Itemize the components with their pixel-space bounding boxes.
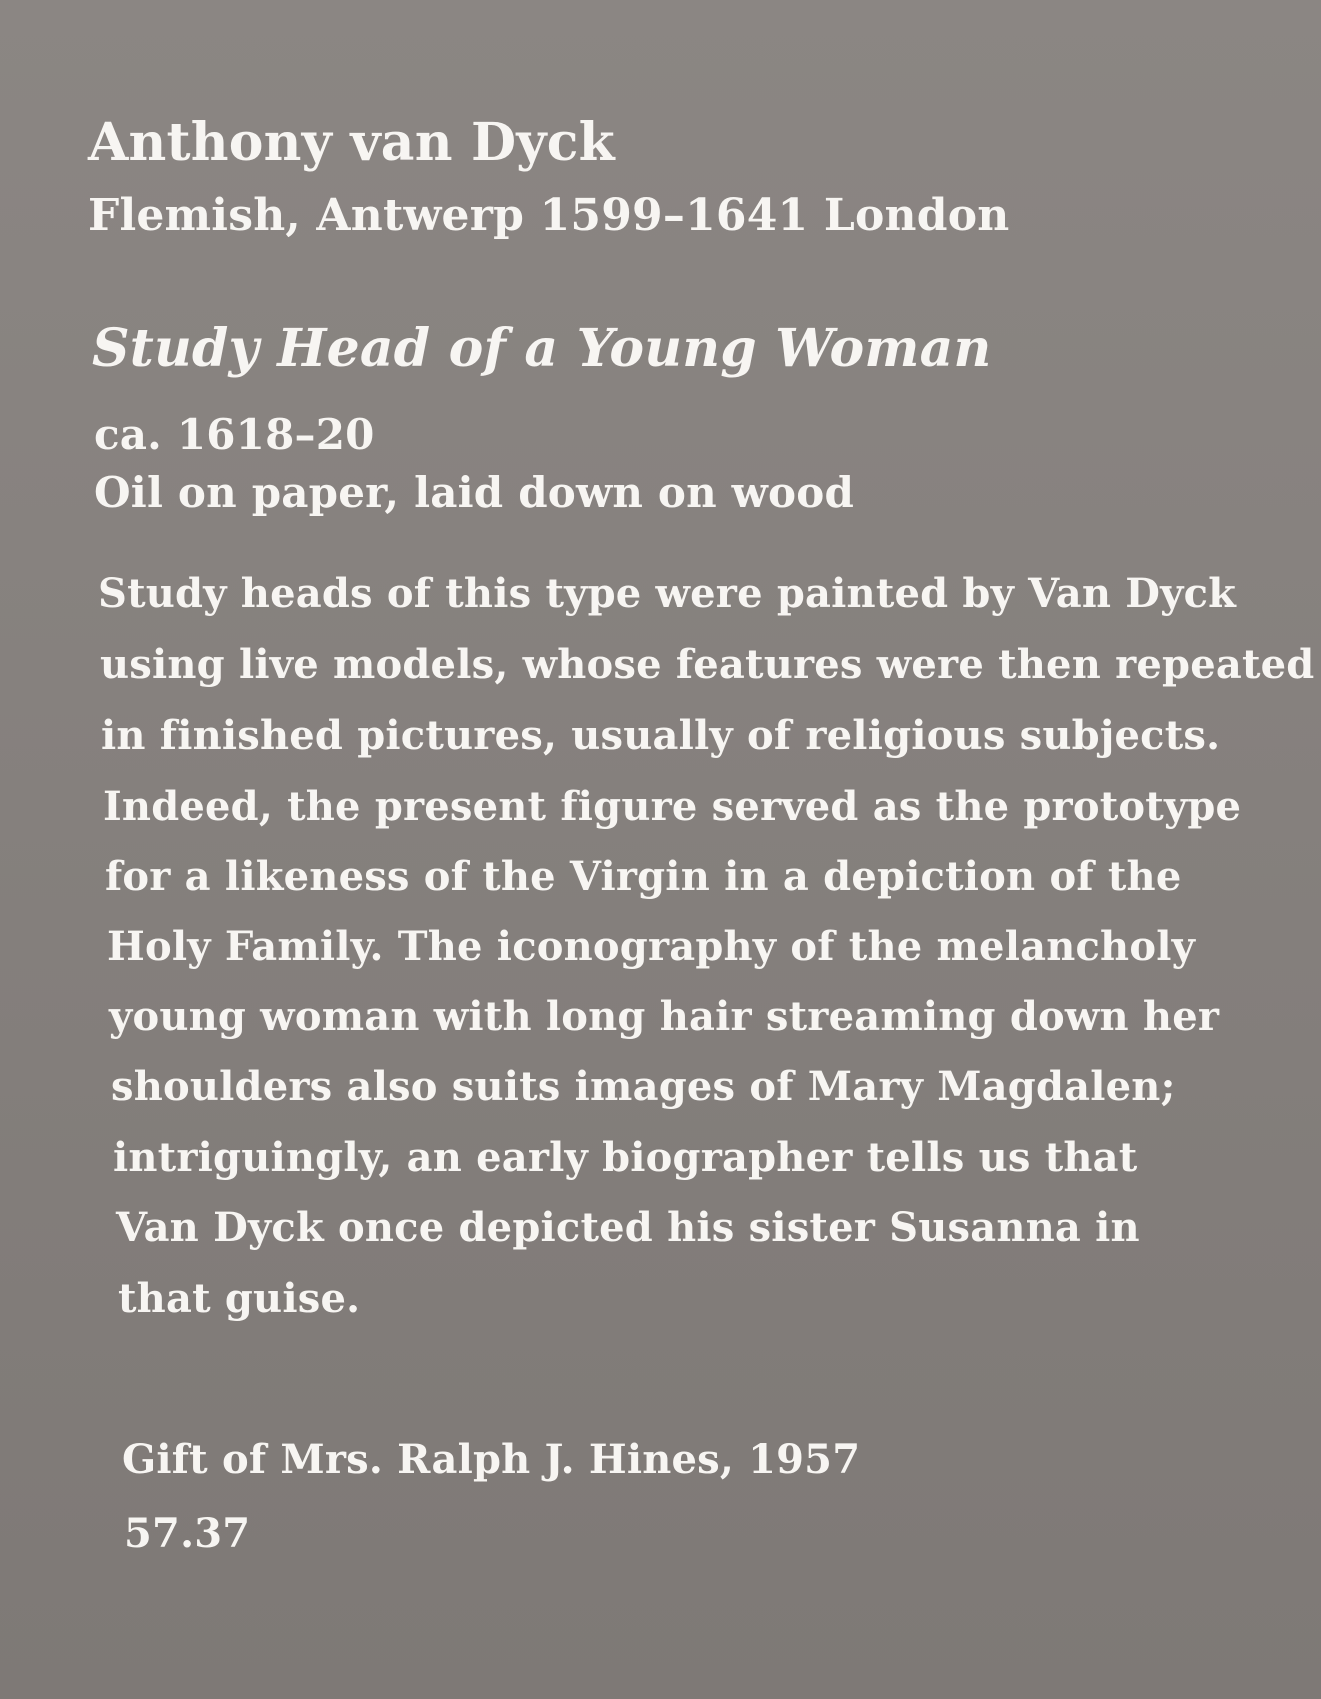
artwork-date: ca. 1618–20 [94,410,375,459]
accession-number: 57.37 [124,1510,251,1557]
credit-line: Gift of Mrs. Ralph J. Hines, 1957 [122,1436,861,1483]
description-line: Van Dyck once depicted his sister Susanna in [116,1204,1140,1251]
description-line: Holy Family. The iconography of the melancholy [107,923,1196,970]
description-line: Indeed, the present figure served as the prototype [103,783,1242,830]
artwork-title: Study Head of a Young Woman [92,318,992,379]
description-line: shoulders also suits images of Mary Magdalen; [111,1063,1176,1110]
description-line: for a likeness of the Virgin in a depiction of the [105,853,1182,900]
description-line: intriguingly, an early biographer tells us that [113,1134,1138,1181]
artist-name: Anthony van Dyck [88,112,615,173]
artist-nationality-dates: Flemish, Antwerp 1599–1641 London [88,190,1010,241]
description-line: Study heads of this type were painted by Van Dyck [98,570,1237,617]
description-line: in finished pictures, usually of religious subjects. [101,712,1221,759]
artwork-medium: Oil on paper, laid down on wood [94,468,855,517]
description-line: using live models, whose features were then repeated [100,641,1315,688]
description-line: young woman with long hair streaming down her [109,993,1220,1040]
description-line: that guise. [118,1275,361,1322]
